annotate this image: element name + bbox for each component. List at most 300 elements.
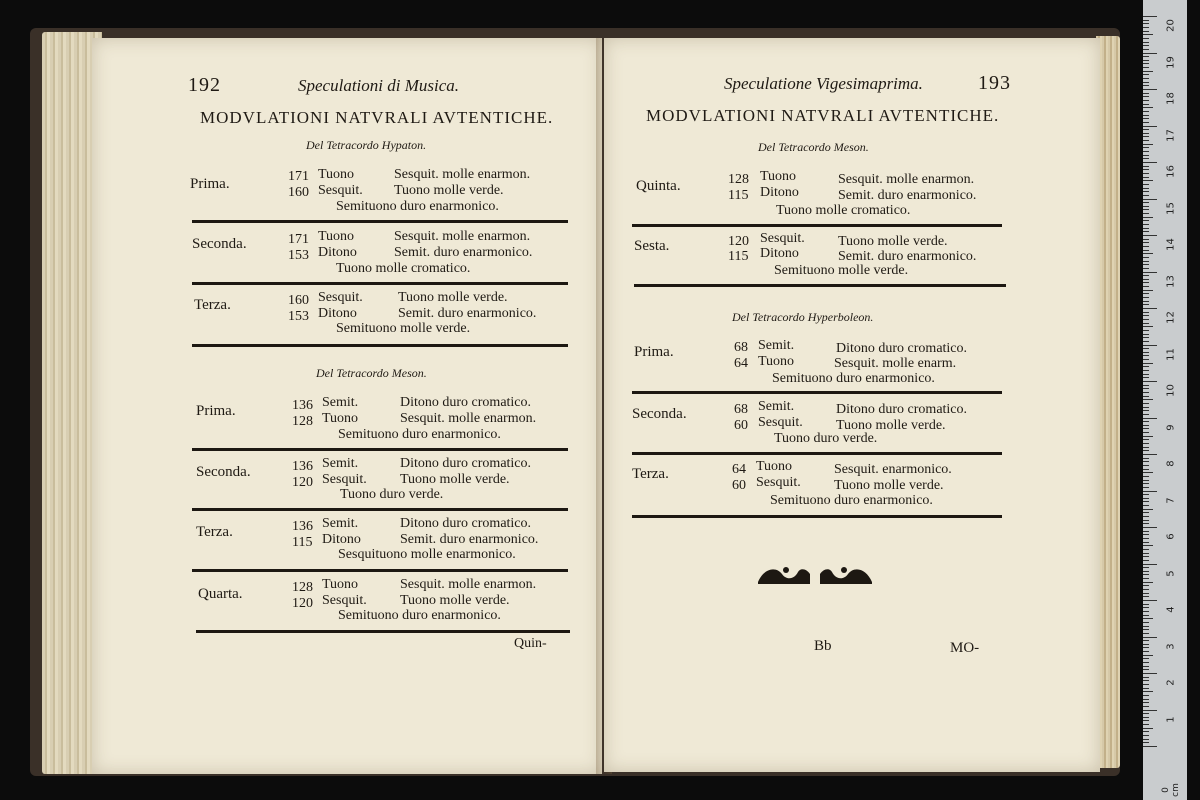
interval-term: Sesquit. molle enarmon. (400, 411, 537, 426)
ruler-tick (1143, 735, 1149, 736)
ruler-number: 11 (1165, 347, 1177, 361)
interval-term: Tuono (322, 577, 359, 592)
ruler-tick (1143, 516, 1149, 517)
ratio-number: 68 (734, 402, 748, 417)
ruler-tick (1143, 731, 1149, 732)
catchword: Quin- (514, 636, 547, 651)
ruler-tick (1143, 618, 1153, 619)
interval-term: Sesquit. (318, 183, 363, 198)
ratio-number: 120 (728, 234, 749, 249)
ruler-number: 4 (1165, 606, 1177, 613)
ruler-tick (1143, 607, 1149, 608)
interval-summary: Semituono duro enarmonico. (770, 493, 933, 508)
ruler-tick (1143, 199, 1157, 200)
section-subheading: Del Tetracordo Hyperboleon. (732, 310, 874, 324)
interval-term: Ditono duro cromatico. (836, 341, 968, 356)
interval-term: Sesquit. molle enarmon. (838, 172, 975, 187)
ratio-number: 60 (732, 478, 746, 493)
ruler-number: 7 (1165, 496, 1177, 504)
interval-term: Sesquit. molle enarmon. (394, 229, 531, 244)
interval-term: Tuono molle verde. (398, 290, 508, 305)
interval-term: Tuono (322, 411, 359, 426)
ruler-tick (1143, 319, 1149, 320)
ruler-tick (1143, 239, 1149, 240)
ruler-tick (1143, 680, 1149, 681)
ruler-tick (1143, 385, 1149, 386)
ruler-tick (1143, 637, 1157, 638)
ruler-tick (1143, 538, 1149, 539)
ruler-number: 2 (1165, 679, 1177, 686)
interval-term: Semit. (758, 399, 795, 414)
ruler-tick (1143, 82, 1149, 83)
ruler-tick (1143, 202, 1149, 203)
ruler-tick (1143, 673, 1157, 674)
interval-term: Tuono (756, 459, 793, 474)
ratio-number: 64 (734, 356, 748, 371)
interval-summary: Semituono molle verde. (336, 321, 471, 336)
ruler-tick (1143, 746, 1157, 747)
ruler-tick (1143, 341, 1149, 342)
interval-term: Sesquit. molle enarm. (834, 356, 957, 371)
ruler-tick (1143, 20, 1149, 21)
ruler-tick (1143, 209, 1149, 210)
ruler-tick (1143, 195, 1149, 196)
interval-term: Sesquit. (758, 415, 803, 430)
ruler-tick (1143, 699, 1149, 700)
ruler-tick (1143, 261, 1149, 262)
entry-label: Terza. (194, 297, 231, 313)
ruler-tick (1143, 111, 1149, 112)
ruler-tick (1143, 553, 1149, 554)
ruler-tick (1143, 312, 1149, 313)
ruler-tick (1143, 38, 1149, 39)
ruler-tick (1143, 534, 1149, 535)
ruler-tick (1143, 355, 1149, 356)
ruler-tick (1143, 461, 1149, 462)
ruler-tick (1143, 421, 1149, 422)
ruler-tick (1143, 297, 1149, 298)
ruler-tick (1143, 717, 1149, 718)
ruler-tick (1143, 644, 1149, 645)
ruler-tick (1143, 403, 1149, 404)
ruler-tick (1143, 151, 1149, 152)
interval-term: Ditono (318, 245, 357, 260)
ruler-tick (1143, 633, 1149, 634)
ruler-tick (1143, 31, 1149, 32)
ruler-tick (1143, 89, 1157, 90)
ruler-tick (1143, 213, 1149, 214)
ruler-tick (1143, 74, 1149, 75)
ruler-tick (1143, 629, 1149, 630)
ruler-tick (1143, 85, 1149, 86)
ruler-tick (1143, 396, 1149, 397)
ruler-tick (1143, 275, 1149, 276)
ruler-tick (1143, 677, 1149, 678)
interval-term: Ditono (322, 532, 361, 547)
ruler-tick (1143, 564, 1157, 565)
ruler-tick (1143, 443, 1149, 444)
divider-rule (632, 452, 1002, 455)
divider-rule (192, 448, 568, 451)
ruler-tick (1143, 381, 1157, 382)
divider-rule (192, 220, 568, 223)
ruler-tick (1143, 706, 1149, 707)
ruler-number: 10 (1165, 384, 1177, 397)
running-head: Speculatione Vigesimaprima. (724, 74, 923, 93)
ruler-number: 6 (1165, 533, 1177, 540)
ruler-tick (1143, 304, 1149, 305)
ruler-tick (1143, 578, 1149, 579)
ruler-tick (1143, 647, 1149, 648)
interval-summary: Sesquituono molle enarmonico. (338, 547, 516, 562)
ruler-tick (1143, 144, 1153, 145)
ruler-tick (1143, 242, 1149, 243)
interval-term: Ditono duro cromatico. (836, 402, 968, 417)
ruler-tick (1143, 377, 1149, 378)
ruler-tick (1143, 71, 1153, 72)
ruler-tick (1143, 392, 1149, 393)
interval-term: Ditono duro cromatico. (400, 395, 532, 410)
ruler-tick (1143, 268, 1149, 269)
ruler-tick (1143, 140, 1149, 141)
ruler-tick (1143, 330, 1149, 331)
ratio-number: 153 (288, 248, 309, 263)
ruler-tick (1143, 326, 1153, 327)
ruler-tick (1143, 487, 1149, 488)
ruler-tick (1143, 177, 1149, 178)
ruler-tick (1143, 188, 1149, 189)
ruler-tick (1143, 147, 1149, 148)
ratio-number: 60 (734, 418, 748, 433)
ruler-tick (1143, 582, 1153, 583)
ruler-tick (1143, 531, 1149, 532)
divider-rule (634, 284, 1006, 287)
ratio-number: 136 (292, 398, 313, 413)
ruler-number: 8 (1165, 460, 1177, 467)
divider-rule (196, 630, 570, 633)
ratio-number: 115 (292, 535, 313, 550)
ruler-tick (1143, 585, 1149, 586)
ruler-tick (1143, 366, 1149, 367)
interval-term: Ditono duro cromatico. (400, 456, 532, 471)
ruler-tick (1143, 129, 1149, 130)
ruler-number: 17 (1165, 128, 1177, 142)
ruler-unit-label: 0 cm (1161, 783, 1181, 797)
interval-term: Sesquit. (756, 475, 801, 490)
ruler-tick (1143, 742, 1149, 743)
ruler-tick (1143, 224, 1149, 225)
entry-label: Quarta. (198, 586, 243, 602)
left-page (92, 38, 602, 774)
ruler-tick (1143, 115, 1149, 116)
ruler-tick (1143, 483, 1149, 484)
ratio-number: 171 (288, 169, 309, 184)
ruler-number: 20 (1165, 19, 1177, 32)
interval-term: Ditono (760, 185, 799, 200)
section-subheading: Del Tetracordo Meson. (316, 366, 427, 380)
entry-label: Prima. (634, 344, 674, 360)
ruler-tick (1143, 713, 1149, 714)
ruler-tick (1143, 359, 1149, 360)
ratio-number: 115 (728, 188, 749, 203)
interval-term: Sesquit. (322, 593, 367, 608)
divider-rule (632, 391, 1002, 394)
ruler-tick (1143, 220, 1149, 221)
interval-term: Sesquit. (322, 472, 367, 487)
ruler-number: 13 (1165, 274, 1177, 288)
interval-term: Ditono (318, 306, 357, 321)
ruler-tick (1143, 622, 1149, 623)
ruler-tick (1143, 184, 1149, 185)
ruler-tick (1143, 206, 1149, 207)
ruler-tick (1143, 250, 1149, 251)
ruler-tick (1143, 549, 1149, 550)
ratio-number: 128 (728, 172, 749, 187)
interval-term: Tuono molle verde. (400, 472, 510, 487)
entry-label: Seconda. (192, 236, 247, 252)
interval-summary: Semituono duro enarmonico. (338, 608, 501, 623)
divider-rule (632, 224, 1002, 227)
ruler-tick (1143, 454, 1157, 455)
ruler-tick (1143, 450, 1149, 451)
right-page (604, 38, 1100, 772)
interval-term: Semit. duro enarmonico. (838, 249, 977, 264)
ruler-tick (1143, 626, 1149, 627)
ruler-tick (1143, 23, 1149, 24)
ruler-number: 12 (1165, 311, 1177, 324)
entry-label: Terza. (632, 466, 669, 482)
ruler-tick (1143, 469, 1149, 470)
ruler-number: 9 (1165, 423, 1177, 431)
ruler-tick (1143, 293, 1149, 294)
interval-term: Tuono molle verde. (836, 418, 946, 433)
ruler-tick (1143, 345, 1157, 346)
divider-rule (192, 569, 568, 572)
ruler-tick (1143, 512, 1149, 513)
ruler-tick (1143, 658, 1149, 659)
interval-summary: Semituono molle verde. (774, 263, 909, 278)
ruler-tick (1143, 574, 1149, 575)
ruler-tick (1143, 363, 1153, 364)
ruler-tick (1143, 60, 1149, 61)
ruler-tick (1143, 428, 1149, 429)
interval-summary: Semituono duro enarmonico. (336, 199, 499, 214)
ruler-tick (1143, 388, 1149, 389)
ruler-tick (1143, 491, 1157, 492)
ruler-tick (1143, 589, 1149, 590)
interval-summary: Semituono duro enarmonico. (772, 371, 935, 386)
page-heading: MODVLATIONI NATVRALI AVTENTICHE. (200, 108, 554, 127)
ruler-number: 15 (1165, 201, 1177, 215)
ruler-tick (1143, 542, 1149, 543)
ruler-tick (1143, 352, 1149, 353)
ruler-tick (1143, 231, 1149, 232)
ruler-tick (1143, 235, 1157, 236)
divider-rule (192, 344, 568, 347)
ruler-tick (1143, 593, 1149, 594)
ratio-number: 136 (292, 519, 313, 534)
ratio-number: 115 (728, 249, 749, 264)
section-subheading: Del Tetracordo Hypaton. (306, 138, 427, 152)
ruler-tick (1143, 42, 1149, 43)
interval-summary: Tuono duro verde. (774, 431, 878, 446)
ruler-tick (1143, 399, 1153, 400)
ruler-tick (1143, 465, 1149, 466)
ruler-tick (1143, 107, 1153, 108)
ruler-tick (1143, 323, 1149, 324)
ruler-tick (1143, 520, 1149, 521)
interval-term: Sesquit. molle enarmon. (400, 577, 537, 592)
interval-term: Ditono (760, 246, 799, 261)
ruler-tick (1143, 480, 1149, 481)
ruler-tick (1143, 63, 1149, 64)
interval-term: Tuono (758, 354, 795, 369)
ruler-tick (1143, 432, 1149, 433)
interval-term: Sesquit. (760, 231, 805, 246)
interval-term: Semit. duro enarmonico. (838, 188, 977, 203)
ratio-number: 136 (292, 459, 313, 474)
ratio-number: 64 (732, 462, 746, 477)
ruler-tick (1143, 567, 1149, 568)
ruler-tick (1143, 501, 1149, 502)
ruler-tick (1143, 505, 1149, 506)
entry-label: Prima. (190, 176, 230, 192)
ruler-tick (1143, 348, 1149, 349)
ruler-tick (1143, 720, 1149, 721)
ruler-tick (1143, 523, 1149, 524)
ruler-number: 19 (1165, 55, 1177, 69)
ruler-number: 16 (1165, 165, 1177, 178)
interval-term: Semit. (322, 395, 359, 410)
ratio-number: 120 (292, 596, 313, 611)
measuring-ruler (1143, 0, 1187, 800)
ratio-number: 160 (288, 185, 309, 200)
interval-summary: Tuono duro verde. (340, 487, 444, 502)
interval-term: Tuono (318, 229, 355, 244)
ruler-tick (1143, 651, 1149, 652)
ruler-tick (1143, 509, 1153, 510)
interval-term: Tuono (760, 169, 797, 184)
interval-term: Tuono molle verde. (394, 183, 504, 198)
ruler-tick (1143, 100, 1149, 101)
ruler-tick (1143, 600, 1157, 601)
ruler-tick (1143, 56, 1149, 57)
ruler-tick (1143, 126, 1157, 127)
ruler-tick (1143, 407, 1149, 408)
ruler-tick (1143, 710, 1157, 711)
ruler-tick (1143, 308, 1157, 309)
ruler-tick (1143, 93, 1149, 94)
ruler-tick (1143, 414, 1149, 415)
ruler-tick (1143, 611, 1149, 612)
entry-label: Quinta. (636, 178, 681, 194)
ruler-tick (1143, 264, 1149, 265)
ruler-tick (1143, 78, 1149, 79)
ratio-number: 160 (288, 293, 309, 308)
ruler-tick (1143, 418, 1157, 419)
ruler-tick (1143, 166, 1149, 167)
ruler-tick (1143, 447, 1149, 448)
ruler-tick (1143, 439, 1149, 440)
ruler-tick (1143, 136, 1149, 137)
page-heading: MODVLATIONI NATVRALI AVTENTICHE. (646, 106, 1000, 125)
page-number: 193 (978, 72, 1011, 94)
ruler-tick (1143, 739, 1149, 740)
ratio-number: 128 (292, 580, 313, 595)
ruler-tick (1143, 571, 1149, 572)
ruler-tick (1143, 257, 1149, 258)
interval-term: Ditono duro cromatico. (400, 516, 532, 531)
ruler-tick (1143, 158, 1149, 159)
ruler-tick (1143, 458, 1149, 459)
divider-rule (632, 515, 1002, 518)
ruler-tick (1143, 67, 1149, 68)
ruler-tick (1143, 155, 1149, 156)
ruler-number: 14 (1165, 238, 1177, 251)
entry-label: Sesta. (634, 238, 670, 254)
ruler-tick (1143, 370, 1149, 371)
ruler-tick (1143, 472, 1153, 473)
ruler-tick (1143, 253, 1153, 254)
ruler-tick (1143, 118, 1149, 119)
ruler-tick (1143, 16, 1157, 17)
interval-summary: Semituono duro enarmonico. (338, 427, 501, 442)
ruler-tick (1143, 49, 1149, 50)
ruler-number: 5 (1165, 569, 1177, 577)
section-subheading: Del Tetracordo Meson. (758, 140, 869, 154)
ruler-tick (1143, 272, 1157, 273)
interval-term: Semit. duro enarmonico. (400, 532, 539, 547)
ruler-tick (1143, 282, 1149, 283)
interval-summary: Tuono molle cromatico. (776, 203, 911, 218)
ruler-tick (1143, 691, 1153, 692)
signature-mark: Bb (814, 638, 832, 654)
ruler-tick (1143, 666, 1149, 667)
ruler-tick (1143, 702, 1149, 703)
ratio-number: 68 (734, 340, 748, 355)
ruler-tick (1143, 688, 1149, 689)
ruler-tick (1143, 315, 1149, 316)
ruler-tick (1143, 162, 1157, 163)
ruler-tick (1143, 217, 1153, 218)
interval-term: Sesquit. molle enarmon. (394, 167, 531, 182)
ruler-tick (1143, 45, 1149, 46)
ruler-tick (1143, 27, 1149, 28)
running-head: Speculationi di Musica. (298, 76, 460, 95)
ruler-tick (1143, 669, 1149, 670)
divider-rule (192, 282, 568, 285)
ruler-number: 18 (1165, 92, 1177, 105)
ruler-tick (1143, 228, 1149, 229)
ratio-number: 171 (288, 232, 309, 247)
interval-term: Tuono molle verde. (834, 478, 944, 493)
ruler-tick (1143, 337, 1149, 338)
ruler-tick (1143, 104, 1149, 105)
ruler-tick (1143, 596, 1149, 597)
page-number: 192 (188, 74, 221, 96)
ruler-tick (1143, 476, 1149, 477)
ruler-tick (1143, 494, 1149, 495)
ruler-tick (1143, 286, 1149, 287)
ruler-tick (1143, 133, 1149, 134)
ruler-tick (1143, 604, 1149, 605)
ruler-tick (1143, 695, 1149, 696)
ruler-tick (1143, 545, 1153, 546)
entry-label: Seconda. (632, 406, 687, 422)
interval-term: Semit. (758, 338, 795, 353)
interval-summary: Tuono molle cromatico. (336, 261, 471, 276)
ruler-tick (1143, 246, 1149, 247)
